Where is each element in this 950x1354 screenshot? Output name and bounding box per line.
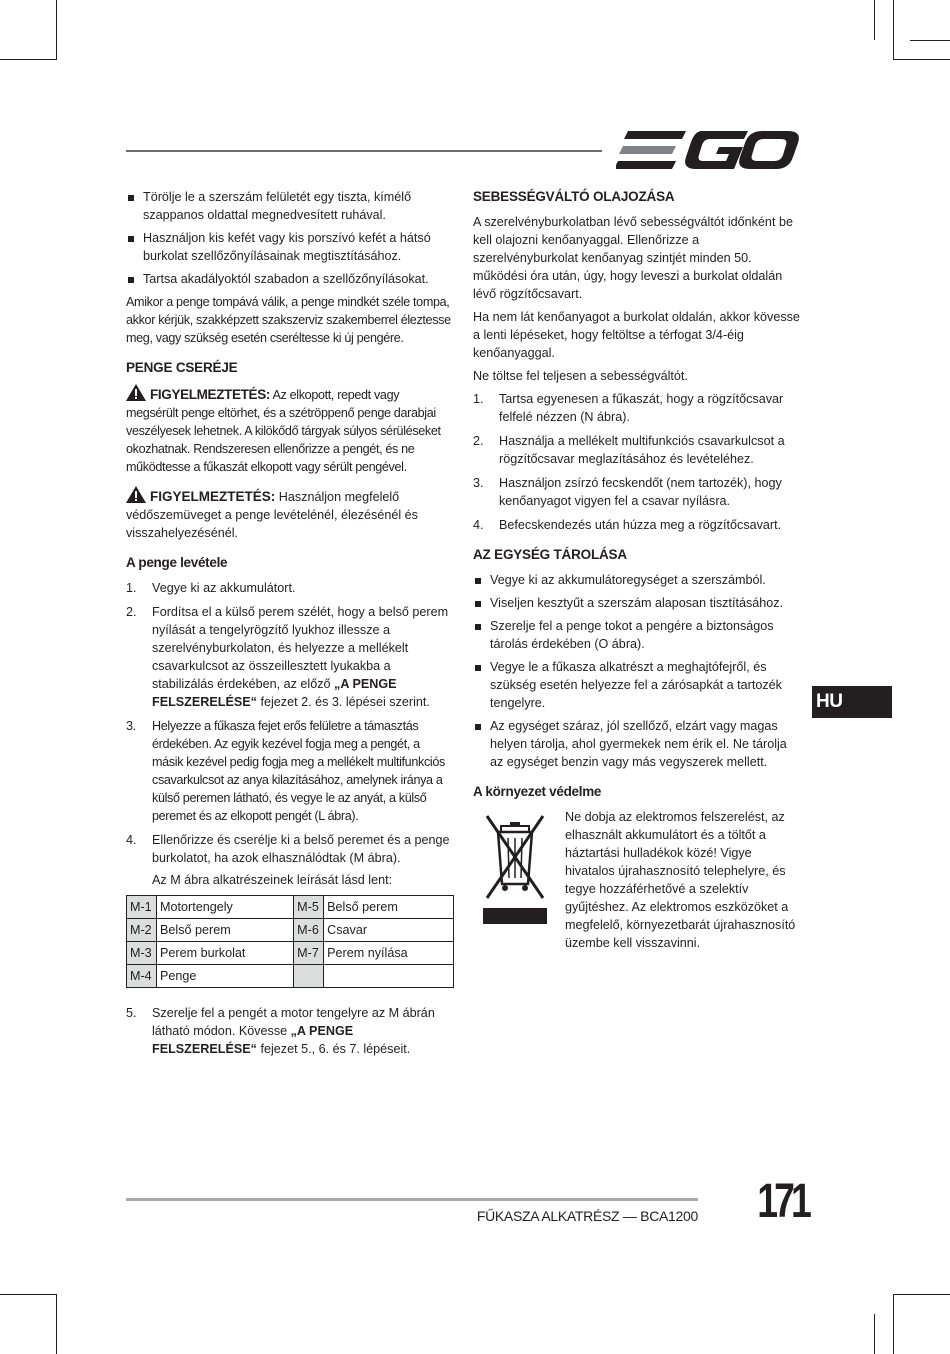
crop-mark: [893, 1294, 894, 1354]
gearbox-paragraph: A szerelvényburkolatban lévő sebességváltót időnként be kell olajozni kenőanyaggal. Ellenőrizze a szerelvényburkolat kenőanyag szintjét minden 50. működési óra után, úgy, hogy leveszi a burkolat oldalán lévő rögzítőcsavart.: [473, 215, 793, 301]
gearbox-heading: SEBESSÉGVÁLTÓ OLAJOZÁSA: [473, 189, 675, 204]
footer-title: FŰKASZA ALKATRÉSZ — BCA1200: [476, 1208, 698, 1224]
part-code: M-6: [294, 919, 324, 942]
part-name: Csavar: [324, 919, 454, 942]
list-item: [473, 516, 801, 534]
chapter-reference: „A PENGE FELSZERELÉSE“: [152, 1024, 354, 1056]
warning-block: [126, 384, 454, 476]
dull-blade-paragraph: Amikor a penge tompává válik, a penge mindkét széle tompa, akkor kérjük, szakképzett szakszerviz szakemberrel éleztesse meg, vagy szükség esetén cseréltesse ki új pengére.: [126, 295, 451, 345]
parts-table: [126, 895, 454, 988]
table-row: [127, 896, 454, 919]
gearbox-paragraph: Ne töltse fel teljesen a sebességváltót.: [473, 369, 688, 383]
environment-heading: A környezet védelme: [473, 784, 602, 799]
step-number: 1.: [126, 581, 137, 595]
part-name: Perem nyílása: [324, 942, 454, 965]
step-text: Szerelje fel a pengét a motor tengelyre az M ábrán látható módon. Kövesse: [152, 1006, 435, 1038]
crop-mark: [874, 1314, 875, 1354]
step-text: Fordítsa el a külső perem szélét, hogy a belső perem nyílását a tengelyrögzítő lyukhoz illessze a szerelvényburkolaton, és helyezze a mellékelt csavarkulcsot az összeillesztett lyukakba a stabilizálás érdekében, az előző: [152, 605, 449, 691]
part-code: M-1: [127, 896, 157, 919]
table-row: [127, 942, 454, 965]
warning-text: Használjon megfelelő védőszemüveget a penge levételénél, élezésénél és visszahelyezésénél.: [126, 490, 418, 540]
storage-heading: AZ EGYSÉG TÁROLÁSA: [473, 547, 627, 562]
part-name: Motortengely: [157, 896, 294, 919]
warning-block: [126, 486, 454, 542]
crop-mark: [0, 59, 57, 60]
list-item: Az egységet száraz, jól szellőző, elzárt vagy magas helyen tárolja, ahol gyermekek nem érik el. Ne tárolja az egységet benzin vagy más vegyszerek mellett.: [473, 717, 801, 771]
part-code: M-2: [127, 919, 157, 942]
part-name: [324, 965, 454, 988]
list-item: Vegye ki az akkumulátoregységet a szerszámból.: [473, 571, 801, 589]
parts-table-caption: Az M ábra alkatrészeinek leírását lásd lent:: [152, 873, 393, 887]
table-row: [127, 965, 454, 988]
crop-mark: [0, 1294, 57, 1295]
list-item: Viseljen kesztyűt a szerszám alaposan tisztításához.: [473, 594, 801, 612]
gearbox-steps: [473, 390, 801, 534]
gearbox-paragraph: Ha nem lát kenőanyagot a burkolat oldalán, akkor kövesse a lenti lépéseket, hogy feltöltse a térfogat 3/4-éig kenőanyaggal.: [473, 310, 800, 360]
list-item: Tartsa akadályoktól szabadon a szellőzőnyílásokat.: [126, 270, 454, 288]
table-row: [127, 919, 454, 942]
list-item: [126, 717, 454, 825]
step-number: 3.: [126, 719, 136, 733]
list-item: [126, 831, 454, 988]
crop-mark: [874, 0, 875, 40]
blade-replace-heading: PENGE CSERÉJE: [126, 360, 238, 375]
ego-logo: [616, 128, 800, 172]
step-text: Vegye ki az akkumulátort.: [152, 581, 296, 595]
header-rule: [126, 150, 602, 152]
warning-title: FIGYELMEZTETÉS:: [150, 387, 271, 402]
step-number: 2.: [126, 605, 137, 619]
list-item: [473, 390, 801, 426]
part-code: M-7: [294, 942, 324, 965]
warning-triangle-icon: [126, 384, 146, 401]
list-item: [126, 603, 454, 711]
step-text: Tartsa egyenesen a fűkaszát, hogy a rögzítőcsavar felfelé nézzen (N ábra).: [499, 392, 784, 424]
step-number: 2.: [473, 434, 484, 448]
part-code: M-4: [127, 965, 157, 988]
cleaning-bullet-list: [126, 188, 454, 288]
step-text: Ellenőrizze és cserélje ki a belső peremet és a penge burkolatot, ha azok elhasználódtak (M ábra).: [152, 833, 450, 865]
crop-mark: [56, 0, 57, 60]
step-text: Használjon zsírzó fecskendőt (nem tartozék), hogy kenőanyagot vigyen fel a csavar nyílásra.: [499, 476, 782, 508]
environment-text: Ne dobja az elektromos felszerelést, az elhasznált akkumulátort és a töltőt a háztartási hulladékok közé! Vigye hivatalos újrahasznosító telephelyre, és tegye hozzáférhetővé a szelektív gyűjtéshez. Az elektromos eszközöket a megfelelő, környezetbarát újrahasznosító üzembe kell visszavinni.: [565, 810, 796, 950]
list-item: Szerelje fel a penge tokot a pengére a biztonságos tárolás érdekében (O ábra).: [473, 617, 801, 653]
crop-mark: [893, 0, 894, 60]
list-item: Vegye le a fűkasza alkatrészt a meghajtófejről, és szükség esetén helyezze fel a zárósapkát a tartozék tengelyre.: [473, 658, 801, 712]
blade-removal-heading: A penge levétele: [126, 555, 228, 570]
crop-mark: [56, 1294, 57, 1354]
step-text: Befecskendezés után húzza meg a rögzítőcsavart.: [499, 518, 782, 532]
language-tab: HU: [812, 686, 892, 718]
crop-mark: [893, 59, 950, 60]
step-number: 3.: [473, 476, 484, 490]
step-text: fejezet 2. és 3. lépései szerint.: [256, 695, 430, 709]
warning-title: FIGYELMEZTETÉS:: [150, 489, 276, 504]
storage-bullet-list: [473, 571, 801, 771]
step-text: fejezet 5., 6. és 7. lépéseit.: [256, 1042, 411, 1056]
footer-rule: [126, 1198, 698, 1201]
step-number: 4.: [126, 833, 137, 847]
page-number: 171: [757, 1175, 808, 1228]
step-text: Helyezze a fűkasza fejet erős felületre a támasztás érdekében. Az egyik kezével fogja meg a pengét, a másik kezével pedig fogja meg a mellékelt multifunkciós csavarkulcsot az anya kilazításához, amelynek iránya a külső peremen látható, és vegye le az anyát, a külső peremet és az elkopott pengét (L ábra).: [152, 719, 445, 823]
environment-block: [473, 808, 801, 952]
step-number: 1.: [473, 392, 484, 406]
chapter-reference: „A PENGE FELSZERELÉSE“: [152, 677, 397, 709]
crossed-out-bin-icon: [481, 812, 549, 924]
part-name: Belső perem: [324, 896, 454, 919]
part-name: Perem burkolat: [157, 942, 294, 965]
step-text: Használja a mellékelt multifunkciós csavarkulcsot a rögzítőcsavar meglazításához és levételéhez.: [499, 434, 785, 466]
list-item: [126, 1004, 454, 1058]
step-number: 4.: [473, 518, 484, 532]
list-item: [473, 432, 801, 468]
part-code: M-3: [127, 942, 157, 965]
left-column: [126, 188, 454, 1064]
warning-text: Az elkopott, repedt vagy megsérült penge eltörhet, és a szétröppenő penge darabjai veszélyesek lehetnek. A kilökődő tárgyak súlyos sérüléseket okozhatnak. Rendszeresen ellenőrizze a pengét, és ne működtesse a fűkaszát elkopott vagy sérült pengével.: [126, 388, 441, 474]
crop-mark: [910, 40, 950, 41]
part-code: M-5: [294, 896, 324, 919]
part-name: Penge: [157, 965, 294, 988]
list-item: Törölje le a szerszám felületét egy tiszta, kímélő szappanos oldattal megnedvesített ruhával.: [126, 188, 454, 224]
warning-triangle-icon: [126, 486, 146, 503]
list-item: [473, 474, 801, 510]
blade-removal-steps: [126, 579, 454, 1058]
part-code: [294, 965, 324, 988]
step-number: 5.: [126, 1006, 137, 1020]
list-item: [126, 579, 454, 597]
part-name: Belső perem: [157, 919, 294, 942]
right-column: [473, 188, 801, 952]
crop-mark: [893, 1294, 950, 1295]
list-item: Használjon kis kefét vagy kis porszívó kefét a hátsó burkolat szellőzőnyílásainak megtisztításához.: [126, 229, 454, 265]
